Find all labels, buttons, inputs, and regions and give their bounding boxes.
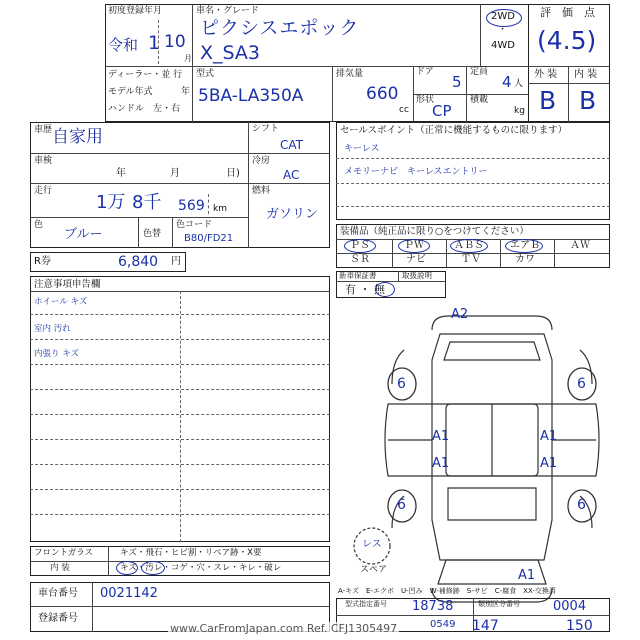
disp-label: 排気量 [336, 69, 364, 79]
car-grade: X_SA3 [200, 42, 261, 64]
type-value: 5BA-LA350A [198, 86, 304, 106]
cap-value: 4 [502, 73, 512, 91]
shift-label: シフト [252, 124, 280, 134]
class-label: 類別区分番号 [478, 600, 520, 608]
int-grade: B [579, 86, 597, 115]
damage-mark-front: A2 [451, 307, 469, 322]
era: 令和 [108, 36, 139, 54]
reg-no-label: 登録番号 [38, 613, 78, 624]
mileage-sen: 8千 [132, 192, 162, 213]
damage-mark-rear: A1 [518, 568, 536, 583]
car-no-label: 車台番号 [38, 588, 78, 599]
door-label: ドア [416, 67, 434, 77]
sales-point-2: メモリーナビ キーレスエントリー [344, 167, 488, 177]
equip-airbag: エアＢ [510, 240, 540, 251]
recycle-value: 6,840 [118, 254, 159, 270]
damage-mark-tire-rr: 6 [577, 497, 586, 513]
equip-tv: ＴＶ [461, 254, 481, 265]
mileage-man: 1万 [96, 192, 126, 213]
damage-mark-tire-fl: 6 [397, 376, 406, 392]
color-change-label: 色替 [143, 229, 162, 239]
windshield-text: キズ・飛石・ヒビ割・リペア跡・X要 [120, 548, 262, 558]
damage-mark-tire-fr: 6 [577, 376, 586, 392]
sales-point-1: キーレス [344, 144, 380, 154]
drive-4wd: 4WD [491, 40, 515, 51]
form-value: CP [432, 102, 452, 120]
load-unit: kg [514, 106, 525, 116]
damage-mark-right-2: A1 [540, 456, 558, 471]
disp-unit: cc [399, 105, 409, 115]
note-line-2: 室内 汚れ [34, 324, 71, 334]
dealer-label: ディーラー・並 行 [108, 70, 183, 80]
equip-ps: ＰＳ [350, 240, 370, 251]
windshield-label: フロントガラス [34, 548, 93, 558]
car-name-label: 車名・グレード [196, 6, 260, 16]
equip-sr: ＳＲ [350, 254, 370, 265]
equip-navi: ナビ [406, 254, 426, 265]
damage-mark-left-2: A1 [432, 456, 450, 471]
drive-2wd: 2WD [491, 11, 515, 22]
inspect-label: 車検 [34, 156, 53, 166]
warranty-manual-label: 取扱説明 [402, 271, 432, 280]
car-name: ピクシスエポック [200, 17, 360, 39]
interior-scratch-circle [116, 561, 138, 575]
interior-label: 内 装 [50, 563, 70, 573]
warranty-new-label: 新車保証書 [339, 271, 377, 280]
damage-mark-tire-rl: 6 [397, 497, 406, 513]
spare-mark: レス [362, 539, 382, 550]
door-value: 5 [452, 73, 462, 91]
mileage-unit: km [213, 204, 227, 214]
damage-mark-right-1: A1 [540, 429, 558, 444]
recycle-label: R券 [34, 256, 51, 267]
equip-pw: ＰＷ [404, 240, 424, 251]
spare-label: スペア [360, 565, 388, 575]
int-label: 内 装 [574, 69, 598, 80]
ac-value: AC [283, 168, 300, 182]
inspect-month: 月 [170, 168, 180, 179]
class-value: 0004 [553, 599, 587, 614]
shift-value: CAT [280, 138, 303, 152]
score: (4.5) [537, 26, 597, 55]
fuel-value: ガソリン [266, 207, 319, 222]
inspect-day: 日) [226, 168, 240, 179]
model-year-label: モデル年式 [108, 87, 153, 97]
note-line-1: ホイール キズ [34, 297, 88, 307]
color-value: ブルー [64, 227, 103, 242]
cap-unit: 人 [514, 79, 524, 89]
interior-dirt-circle [141, 561, 165, 575]
damage-mark-left-1: A1 [432, 429, 450, 444]
type-code-value: 18738 [412, 599, 454, 614]
drive-dot: ・ [498, 25, 508, 35]
color-label: 色 [34, 220, 44, 230]
mileage-rest: 569 [178, 198, 205, 214]
type-label: 型式 [196, 69, 215, 79]
cap-label: 定員 [470, 67, 489, 77]
inspect-year: 年 [116, 168, 126, 179]
load-label: 積載 [470, 95, 489, 105]
month-unit: 月 [184, 54, 192, 63]
sales-points-title: セールスポイント（正常に機能するものに限ります） [340, 125, 568, 136]
note-line-3: 内張り キズ [34, 349, 80, 359]
reg-date-label: 初度登録年月 [108, 6, 163, 16]
ac-label: 冷房 [252, 156, 271, 166]
type-code-label: 型式指定番号 [345, 600, 387, 608]
equip-abs: ＡＢＳ [454, 240, 484, 251]
car-no-value: 0021142 [100, 586, 158, 601]
watermark: www.CarFromJapan.com Ref. CFJ1305497 [170, 622, 398, 635]
era-year: 1 [148, 32, 161, 54]
weight-b: 150 [566, 618, 593, 634]
disp-value: 660 [366, 84, 399, 104]
mileage-label: 走行 [34, 186, 53, 196]
score-label: 評 価 点 [540, 6, 595, 19]
form-label: 形状 [416, 95, 435, 105]
color-code-label: 色コード [176, 220, 213, 230]
ext-grade: B [539, 86, 557, 115]
color-code-value: B80/FD21 [184, 233, 234, 244]
reg-month: 10 [164, 32, 186, 52]
model-year-unit: 年 [181, 87, 191, 97]
extra-small: 0549 [430, 619, 456, 630]
use-value: 自家用 [52, 127, 103, 147]
equip-aw: ＡＷ [570, 240, 590, 251]
equip-leather: カワ [515, 254, 535, 265]
notes-title: 注意事項申告欄 [34, 279, 101, 290]
handle-label: ハンドル 左・右 [108, 104, 181, 114]
damage-legend: A-キズ E-エクボ U-凹み W-補修跡 S-サビ C-腐食 XX-交換済 [338, 587, 556, 595]
use-label: 車歴 [34, 125, 53, 135]
ext-label: 外 装 [534, 69, 558, 80]
recycle-unit: 円 [171, 256, 181, 267]
warranty-value: 有 ・ 無 [345, 283, 385, 296]
weight-a: 147 [472, 618, 499, 634]
interior-text: キズ・汚レ・コゲ・穴・スレ・キレ・破レ [120, 563, 282, 573]
fuel-label: 燃料 [252, 186, 271, 196]
equipment-title: 装備品（純正品に限り○をつけてください） [340, 226, 529, 237]
